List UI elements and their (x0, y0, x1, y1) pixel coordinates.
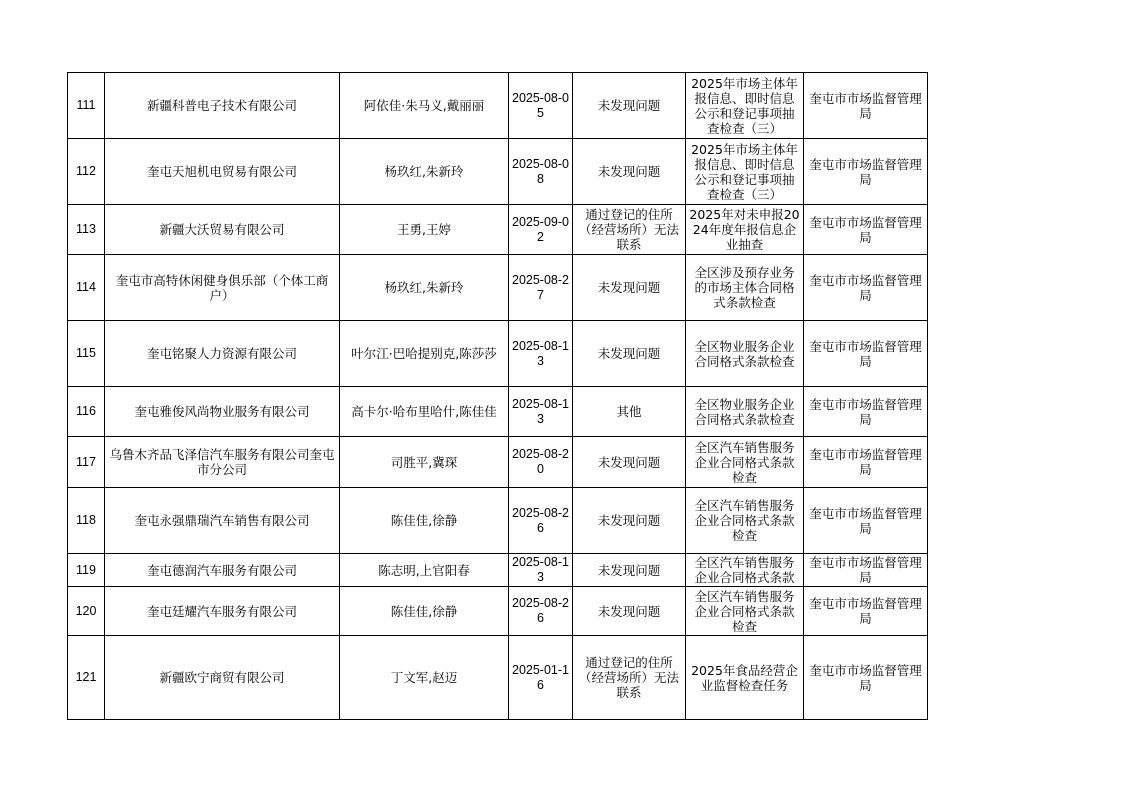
company-name: 奎屯天旭机电贸易有限公司 (105, 139, 340, 205)
row-number: 117 (68, 437, 105, 488)
inspection-date: 2025-08-13 (509, 387, 573, 437)
inspection-result: 未发现问题 (573, 554, 686, 587)
table-row (68, 587, 928, 636)
table-row (68, 636, 928, 720)
table-row (68, 437, 928, 488)
inspection-result: 通过登记的住所（经营场所）无法联系 (573, 205, 686, 255)
company-name: 奎屯铭聚人力资源有限公司 (105, 321, 340, 387)
inspectors: 陈志明,上官阳春 (340, 554, 509, 587)
inspectors: 陈佳佳,徐静 (340, 587, 509, 636)
inspection-date: 2025-08-20 (509, 437, 573, 488)
inspectors: 陈佳佳,徐静 (340, 488, 509, 554)
authority: 奎屯市市场监督管理局 (804, 437, 928, 488)
inspection-date: 2025-08-13 (509, 554, 573, 587)
inspection-date: 2025-08-27 (509, 255, 573, 321)
table-row (68, 321, 928, 387)
company-name: 奎屯永强鼎瑞汽车销售有限公司 (105, 488, 340, 554)
company-name: 新疆科普电子技术有限公司 (105, 73, 340, 139)
inspection-result: 通过登记的住所（经营场所）无法联系 (573, 636, 686, 720)
authority: 奎屯市市场监督管理局 (804, 321, 928, 387)
inspection-result: 未发现问题 (573, 73, 686, 139)
inspection-task: 全区汽车销售服务企业合同格式条款检查 (686, 587, 804, 636)
row-number: 118 (68, 488, 105, 554)
inspection-date: 2025-08-13 (509, 321, 573, 387)
row-number: 113 (68, 205, 105, 255)
inspection-result: 未发现问题 (573, 321, 686, 387)
row-number: 112 (68, 139, 105, 205)
table-row (68, 387, 928, 437)
row-number: 121 (68, 636, 105, 720)
row-number: 115 (68, 321, 105, 387)
inspection-result: 未发现问题 (573, 437, 686, 488)
company-name: 新疆欧宁商贸有限公司 (105, 636, 340, 720)
company-name: 新疆大沃贸易有限公司 (105, 205, 340, 255)
inspectors: 杨玖红,朱新玲 (340, 139, 509, 205)
row-number: 120 (68, 587, 105, 636)
inspectors: 丁文军,赵迈 (340, 636, 509, 720)
inspection-result: 未发现问题 (573, 587, 686, 636)
row-number: 114 (68, 255, 105, 321)
company-name: 奎屯市高特休闲健身俱乐部（个体工商户） (105, 255, 340, 321)
authority: 奎屯市市场监督管理局 (804, 205, 928, 255)
table-row (68, 205, 928, 255)
inspectors: 高卡尔·哈布里哈什,陈佳佳 (340, 387, 509, 437)
inspection-date: 2025-09-02 (509, 205, 573, 255)
inspection-task: 全区物业服务企业合同格式条款检查 (686, 387, 804, 437)
table-row (68, 139, 928, 205)
row-number: 111 (68, 73, 105, 139)
inspection-task: 全区物业服务企业合同格式条款检查 (686, 321, 804, 387)
authority: 奎屯市市场监督管理局 (804, 554, 928, 587)
table-row (68, 554, 928, 587)
authority: 奎屯市市场监督管理局 (804, 139, 928, 205)
row-number: 119 (68, 554, 105, 587)
inspection-task: 全区涉及预存业务的市场主体合同格式条款检查 (686, 255, 804, 321)
inspection-date: 2025-08-26 (509, 488, 573, 554)
inspectors: 阿依佳·朱马义,戴丽丽 (340, 73, 509, 139)
row-number: 116 (68, 387, 105, 437)
inspection-task: 全区汽车销售服务企业合同格式条款 (686, 554, 804, 587)
table-row (68, 73, 928, 139)
inspection-task: 2025年食品经营企业监督检查任务 (686, 636, 804, 720)
company-name: 奎屯廷耀汽车服务有限公司 (105, 587, 340, 636)
inspection-result: 其他 (573, 387, 686, 437)
inspection-task: 全区汽车销售服务企业合同格式条款检查 (686, 437, 804, 488)
inspectors: 王勇,王婷 (340, 205, 509, 255)
inspection-date: 2025-08-05 (509, 73, 573, 139)
inspection-date: 2025-08-26 (509, 587, 573, 636)
inspection-date: 2025-01-16 (509, 636, 573, 720)
company-name: 奎屯雅俊风尚物业服务有限公司 (105, 387, 340, 437)
inspection-result: 未发现问题 (573, 488, 686, 554)
inspection-task: 2025年市场主体年报信息、即时信息公示和登记事项抽查检查（三） (686, 73, 804, 139)
inspection-date: 2025-08-08 (509, 139, 573, 205)
authority: 奎屯市市场监督管理局 (804, 488, 928, 554)
inspectors: 杨玖红,朱新玲 (340, 255, 509, 321)
company-name: 奎屯德润汽车服务有限公司 (105, 554, 340, 587)
authority: 奎屯市市场监督管理局 (804, 587, 928, 636)
inspection-task: 2025年市场主体年报信息、即时信息公示和登记事项抽查检查（三） (686, 139, 804, 205)
inspection-task: 全区汽车销售服务企业合同格式条款检查 (686, 488, 804, 554)
inspection-task: 2025年对未申报2024年度年报信息企业抽查 (686, 205, 804, 255)
authority: 奎屯市市场监督管理局 (804, 387, 928, 437)
authority: 奎屯市市场监督管理局 (804, 255, 928, 321)
inspectors: 司胜平,冀琛 (340, 437, 509, 488)
authority: 奎屯市市场监督管理局 (804, 636, 928, 720)
inspection-result: 未发现问题 (573, 139, 686, 205)
inspection-result: 未发现问题 (573, 255, 686, 321)
inspectors: 叶尔江·巴哈提别克,陈莎莎 (340, 321, 509, 387)
inspection-results-table (67, 72, 928, 720)
authority: 奎屯市市场监督管理局 (804, 73, 928, 139)
company-name: 乌鲁木齐品飞泽信汽车服务有限公司奎屯市分公司 (105, 437, 340, 488)
table-row (68, 255, 928, 321)
table-row (68, 488, 928, 554)
